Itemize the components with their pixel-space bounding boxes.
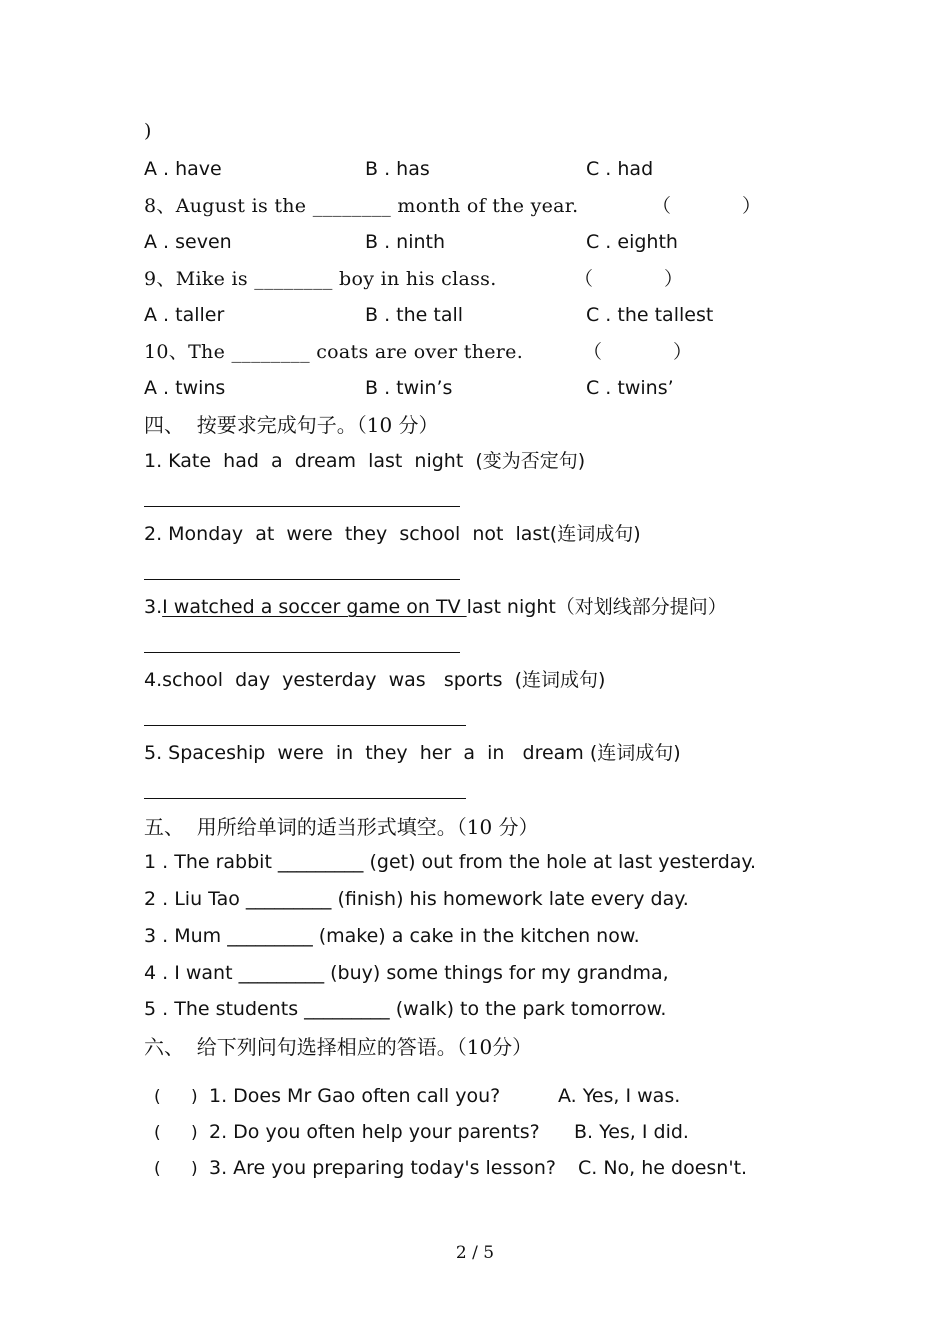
s6-question-3: 3. Are you preparing today's lesson?: [209, 1157, 557, 1179]
s4-item-5: 5. Spaceship were in they her a in dream (连词成句): [144, 742, 681, 764]
section4-title: 四、 按要求完成句子。（10 分）: [144, 413, 439, 437]
s4-item-1: 1. Kate had a dream last night (变为否定句): [144, 450, 586, 472]
q8-paren-open: （: [652, 195, 672, 217]
q9-stem: 9、Mike is ________ boy in his class.: [144, 268, 497, 290]
s4-item-2: 2. Monday at were they school not last(连词成句): [144, 523, 641, 545]
s6-answer-b: B. Yes, I did.: [574, 1121, 689, 1143]
s6-paren-close-2: ): [191, 1123, 198, 1143]
s6-answer-c: C. No, he doesn't.: [578, 1157, 748, 1179]
s6-paren-close-3: ): [191, 1159, 198, 1179]
s4-answer-line-1[interactable]: [144, 506, 460, 507]
q9-option-a: A . taller: [144, 304, 225, 326]
s4-answer-line-2[interactable]: [144, 579, 460, 580]
s6-paren-open-1: (: [154, 1087, 161, 1107]
s4-answer-line-4[interactable]: [144, 725, 466, 726]
top-paren: ): [144, 120, 152, 142]
q9-paren-open: （: [574, 268, 594, 290]
q9-paren-close: ）: [664, 268, 684, 290]
q10-option-a: A . twins: [144, 377, 226, 399]
s6-question-1: 1. Does Mr Gao often call you?: [209, 1085, 501, 1107]
page-number: 2 / 5: [455, 1243, 495, 1263]
s6-answer-a: A. Yes, I was.: [558, 1085, 681, 1107]
s4-item-3: [144, 598, 727, 617]
s4-item-3-prefix: 3.: [144, 596, 163, 618]
q7-option-a: A . have: [144, 158, 222, 180]
s5-item-3: 3 . Mum _________ (make) a cake in the kitchen now.: [144, 925, 640, 947]
q10-stem: 10、The ________ coats are over there.: [144, 341, 524, 363]
s4-answer-line-5[interactable]: [144, 798, 466, 799]
s4-item-3-underlined: I watched a soccer game on TV: [162, 596, 467, 618]
q10-paren-close: ）: [673, 341, 693, 363]
s4-item-3-suffix: last night（对划线部分提问）: [466, 596, 727, 618]
s4-answer-line-3[interactable]: [144, 652, 460, 653]
q10-option-b: B . twin’s: [365, 377, 453, 399]
s6-paren-open-3: (: [154, 1159, 161, 1179]
s5-item-4: 4 . I want _________ (buy) some things for my grandma,: [144, 962, 669, 984]
q10-option-c: C . twins’: [586, 377, 674, 399]
s6-paren-close-1: ): [191, 1087, 198, 1107]
q8-option-c: C . eighth: [586, 231, 678, 253]
s6-paren-open-2: (: [154, 1123, 161, 1143]
q8-stem: 8、August is the ________ month of the year.: [144, 195, 579, 217]
s5-item-2: 2 . Liu Tao _________ (finish) his homework late every day.: [144, 888, 689, 910]
s4-item-4: 4.school day yesterday was sports (连词成句): [144, 669, 606, 691]
q9-option-b: B . the tall: [365, 304, 464, 326]
s5-item-1: 1 . The rabbit _________ (get) out from the hole at last yesterday.: [144, 851, 757, 873]
section5-title: 五、 用所给单词的适当形式填空。（10 分）: [144, 815, 539, 839]
q9-option-c: C . the tallest: [586, 304, 714, 326]
q7-option-c: C . had: [586, 158, 654, 180]
s5-item-5: 5 . The students _________ (walk) to the park tomorrow.: [144, 998, 667, 1020]
q8-option-b: B . ninth: [365, 231, 446, 253]
s6-question-2: 2. Do you often help your parents?: [209, 1121, 540, 1143]
q10-paren-open: （: [583, 341, 603, 363]
q7-option-b: B . has: [365, 158, 430, 180]
q8-paren-close: ）: [742, 195, 762, 217]
q8-option-a: A . seven: [144, 231, 232, 253]
section6-title: 六、 给下列问句选择相应的答语。（10分）: [144, 1035, 533, 1059]
